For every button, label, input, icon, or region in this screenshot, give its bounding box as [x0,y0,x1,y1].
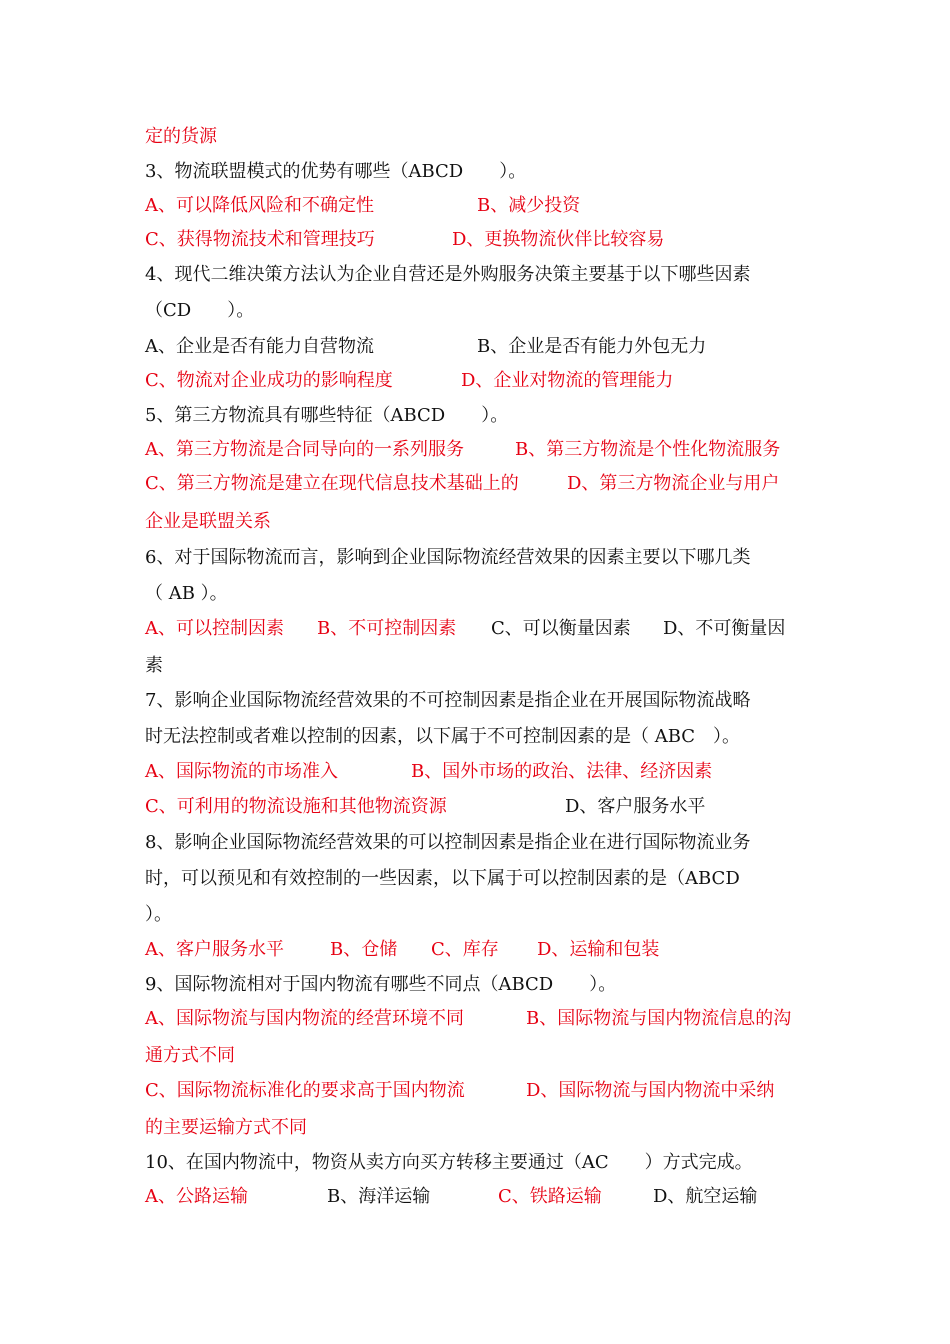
option-a: A、客户服务水平 [145,939,284,960]
option-b: B、企业是否有能力外包无力 [477,336,707,357]
option-c: C、铁路运输 [498,1186,602,1207]
question-text: （ AB ）。 [145,583,228,604]
question-10 [145,1151,825,1175]
text-line [145,654,825,678]
answer-text: 企业是联盟关系 [145,511,271,532]
option-c: C、国际物流标准化的要求高于国内物流 [145,1080,465,1101]
option-c: C、可利用的物流设施和其他物流资源 [145,796,447,817]
text-line [145,582,825,606]
question-text: 时无法控制或者难以控制的因素，以下属于不可控制因素的是（ ABC ）。 [145,726,741,747]
question-text: ）。 [145,904,172,925]
option-a: A、国际物流与国内物流的经营环境不同 [145,1008,464,1029]
option-c: C、第三方物流是建立在现代信息技术基础上的 [145,473,519,494]
question-text: 3、物流联盟模式的优势有哪些（ABCD ）。 [145,161,527,182]
question-4 [145,263,825,287]
option-d: D、国际物流与国内物流中采纳 [526,1080,775,1101]
option-b: B、仓储 [330,939,398,960]
option-a: A、可以降低风险和不确定性 [145,195,374,216]
option-c: C、库存 [431,939,499,960]
option-a: A、企业是否有能力自营物流 [145,336,374,357]
option-b: B、海洋运输 [327,1186,431,1207]
option-d: D、客户服务水平 [565,796,706,817]
option-a: A、公路运输 [145,1186,248,1207]
answer-text: 定的货源 [145,126,217,147]
options-row [145,1185,825,1209]
text-line [145,510,825,534]
option-b: B、第三方物流是个性化物流服务 [515,439,781,460]
option-a: A、第三方物流是合同导向的一系列服务 [145,439,464,460]
question-text: 时，可以预见和有效控制的一些因素，以下属于可以控制因素的是（ABCD [145,868,740,889]
text-line [145,1116,825,1140]
text-line [145,903,825,927]
question-3 [145,160,825,184]
option-a: A、国际物流的市场准入 [145,761,338,782]
options-row [145,335,825,359]
option-b: B、国外市场的政治、法律、经济因素 [411,761,713,782]
text-line [145,1044,825,1068]
text-line [145,125,825,149]
question-text: 7、影响企业国际物流经营效果的不可控制因素是指企业在开展国际物流战略 [145,690,751,711]
question-text: 5、第三方物流具有哪些特征（ABCD ）。 [145,405,509,426]
options-row [145,1079,825,1103]
question-text: 6、对于国际物流而言，影响到企业国际物流经营效果的因素主要以下哪几类 [145,547,751,568]
option-a: A、可以控制因素 [145,618,284,639]
text-line [145,725,825,749]
question-9 [145,973,825,997]
option-d: D、第三方物流企业与用户 [567,473,780,494]
option-c: C、可以衡量因素 [491,618,631,639]
options-row [145,369,825,393]
option-b: B、不可控制因素 [317,618,457,639]
question-8 [145,831,825,855]
option-d: D、航空运输 [653,1186,758,1207]
option-b: B、国际物流与国内物流信息的沟 [526,1008,792,1029]
option-c: C、物流对企业成功的影响程度 [145,370,393,391]
option-b: B、减少投资 [477,195,581,216]
question-text: （CD ）。 [145,300,255,321]
option-d: D、企业对物流的管理能力 [461,370,674,391]
answer-text: 通方式不同 [145,1045,235,1066]
options-row [145,617,825,641]
question-5 [145,404,825,428]
options-row [145,1007,825,1031]
options-row [145,938,825,962]
question-text: 9、国际物流相对于国内物流有哪些不同点（ABCD ）。 [145,974,617,995]
question-text: 10、在国内物流中，物资从卖方向买方转移主要通过（AC ）方式完成。 [145,1152,753,1173]
options-row [145,438,825,462]
text-line [145,299,825,323]
question-7 [145,689,825,713]
option-c: C、获得物流技术和管理技巧 [145,229,375,250]
question-6 [145,546,825,570]
option-d: D、更换物流伙伴比较容易 [452,229,665,250]
option-d: D、运输和包装 [537,939,660,960]
options-row [145,795,825,819]
question-text: 4、现代二维决策方法认为企业自营还是外购服务决策主要基于以下哪些因素 [145,264,751,285]
answer-text: 的主要运输方式不同 [145,1117,307,1138]
question-text: 素 [145,655,163,676]
options-row [145,194,825,218]
question-text: 8、影响企业国际物流经营效果的可以控制因素是指企业在进行国际物流业务 [145,832,751,853]
options-row [145,760,825,784]
option-d: D、不可衡量因 [663,618,786,639]
options-row [145,228,825,252]
options-row [145,472,825,496]
text-line [145,867,825,891]
